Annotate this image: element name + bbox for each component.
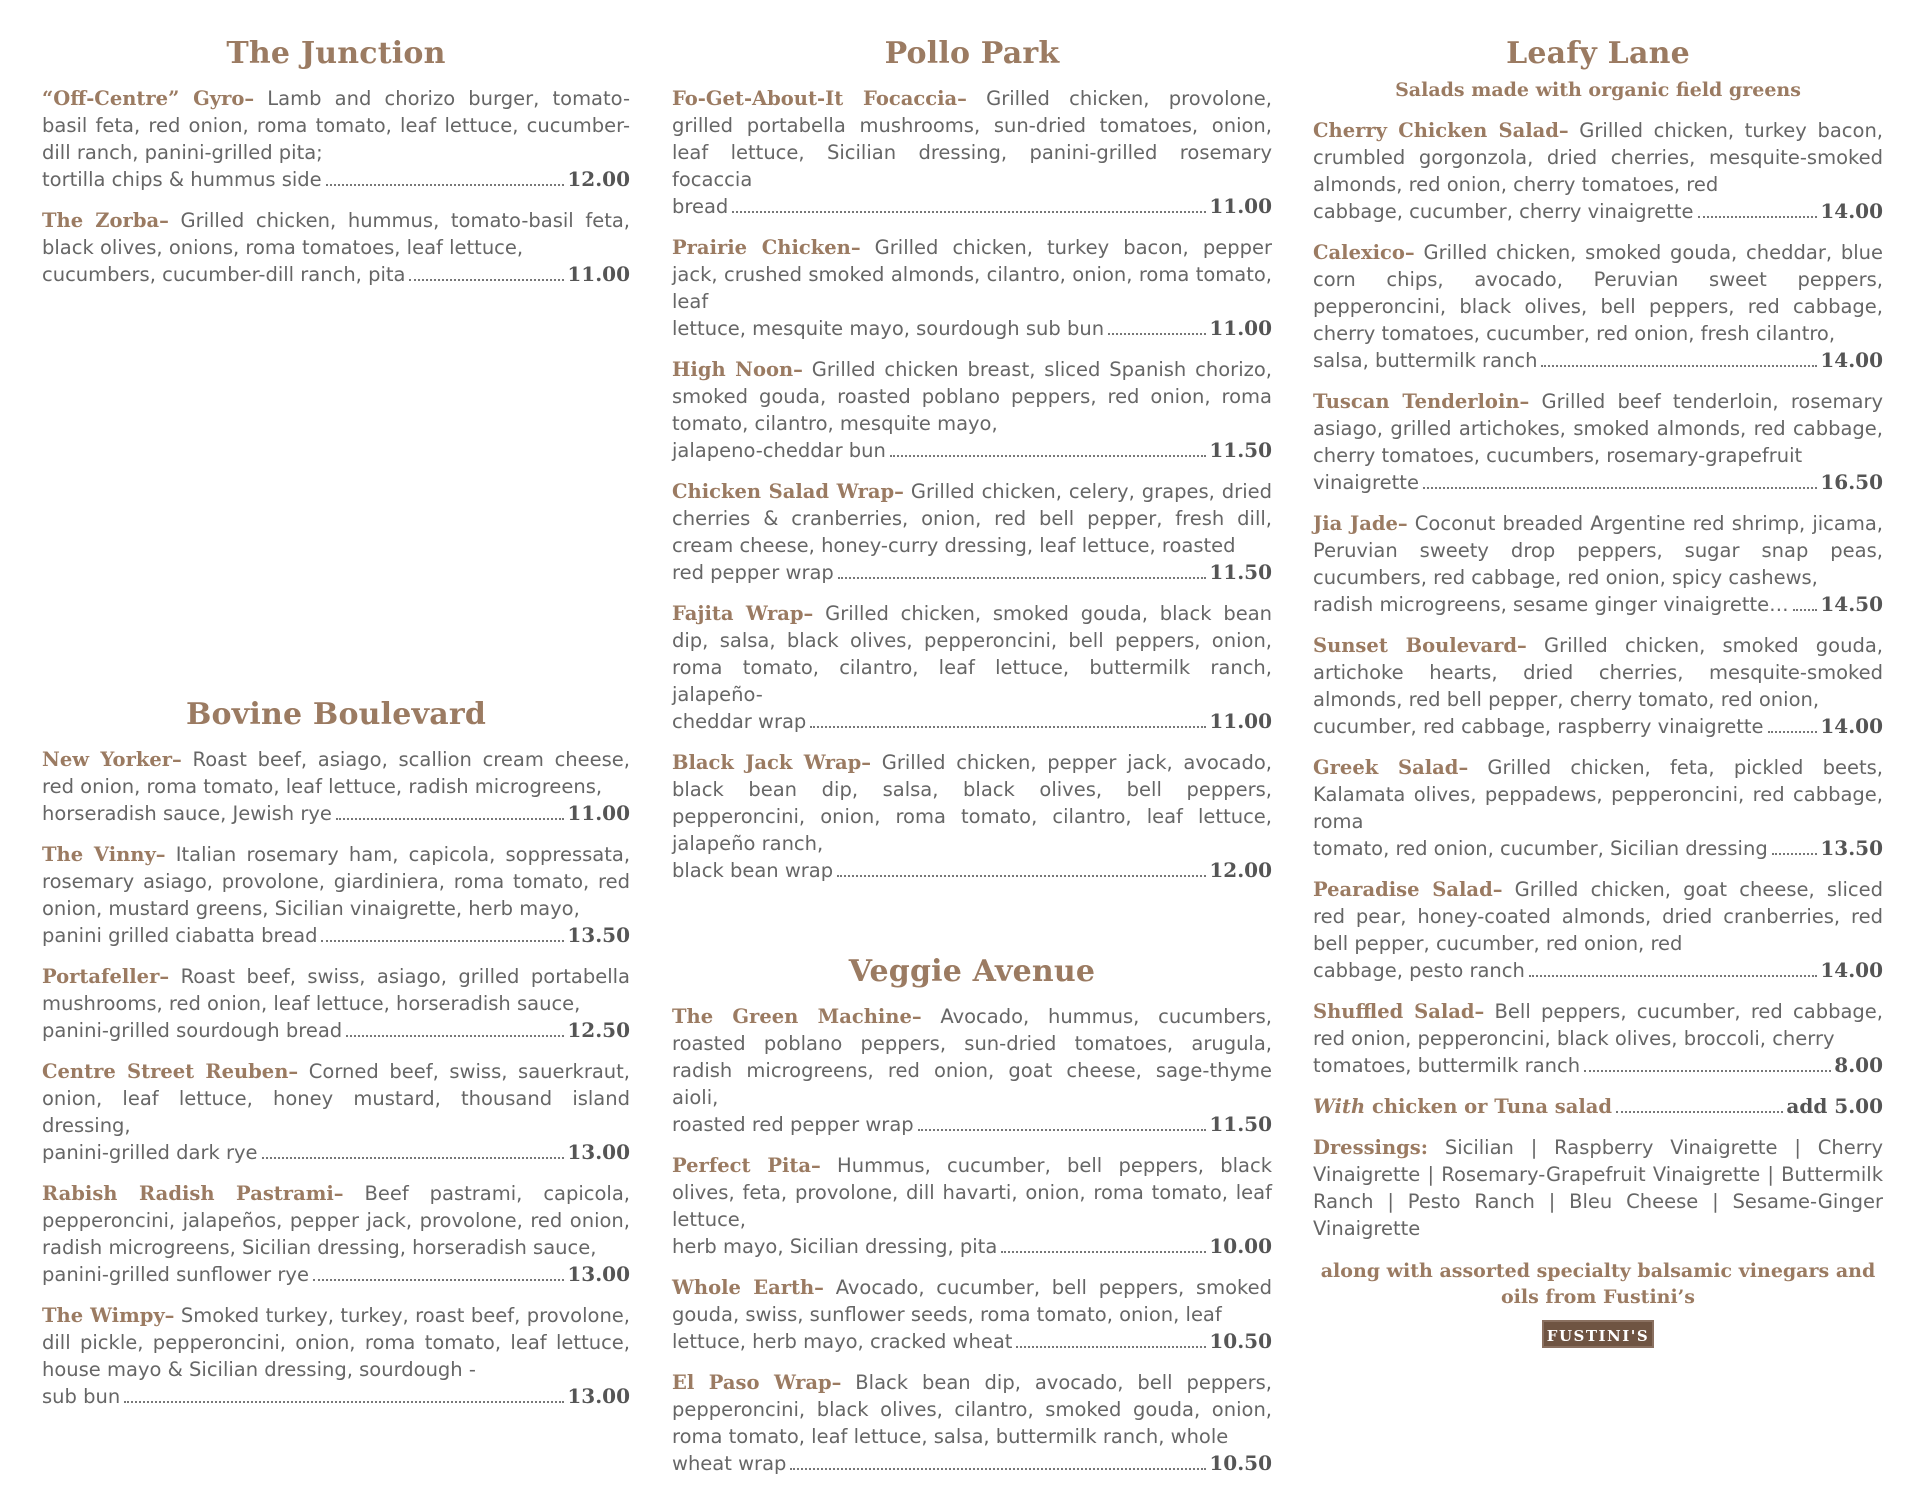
item-ingredients: Corned beef, swiss, sauerkraut, onion, leaf lettuce, honey mustard, thousand island dressing,	[42, 1060, 631, 1137]
menu-items	[672, 85, 1272, 884]
dot-leader	[326, 184, 565, 186]
item-ingredients: Roast beef, swiss, asiago, grilled portabella mushrooms, red onion, leaf lettuce, horseradish sauce,	[42, 965, 630, 1015]
price-line	[1313, 957, 1883, 984]
item-description	[672, 749, 1272, 857]
menu-item	[42, 207, 630, 288]
item-description	[42, 746, 630, 800]
item-description	[42, 85, 630, 166]
item-name: Fo-Get-About-It Focaccia–	[672, 87, 967, 110]
item-ingredients-end: horseradish sauce, Jewish rye	[42, 802, 332, 825]
item-name: The Vinny–	[42, 843, 166, 866]
item-ingredients-end: panini-grilled sunflower rye	[42, 1263, 309, 1286]
item-name: Tuscan Tenderloin–	[1313, 390, 1530, 413]
price-line	[672, 559, 1272, 586]
item-ingredients-end: panini-grilled sourdough bread	[42, 1019, 343, 1042]
item-ingredients-end: cabbage, cucumber, cherry vinaigrette	[1313, 200, 1694, 223]
dot-leader	[1529, 975, 1817, 977]
price-line	[42, 922, 630, 949]
item-ingredients-end: red pepper wrap	[672, 561, 834, 584]
item-price: 14.50	[1820, 592, 1883, 616]
item-ingredients: Beef pastrami, capicola, pepperoncini, jalapeños, pepper jack, provolone, red onion, radish microgreens, Sicilian dressing, horseradish sauce,	[42, 1182, 630, 1259]
item-name: Rabish Radish Pastrami–	[42, 1182, 344, 1205]
item-name: El Paso Wrap–	[672, 1371, 842, 1394]
item-description	[42, 963, 630, 1017]
menu-item	[672, 356, 1272, 464]
item-name: Perfect Pita–	[672, 1154, 821, 1177]
dot-leader	[1768, 731, 1818, 733]
section-title: Bovine Boulevard	[185, 697, 487, 732]
dot-leader	[124, 1401, 564, 1403]
item-description	[1313, 754, 1883, 835]
item-price: 11.50	[1209, 560, 1272, 584]
item-ingredients-end: wheat wrap	[672, 1452, 787, 1475]
section-veggie-avenue	[672, 954, 1272, 1491]
item-ingredients: Grilled chicken, pepper jack, avocado, black bean dip, salsa, black olives, bell peppers, pepperoncini, onion, roma tomato, cilantro, leaf lettuce, jalapeño ranch,	[672, 751, 1272, 855]
section-title: Veggie Avenue	[848, 954, 1096, 989]
item-ingredients: Grilled chicken, smoked gouda, cheddar, blue corn chips, avocado, Peruvian sweet peppers, pepperoncini, black olives, bell peppers, red cabbage, cherry tomatoes, cucumber, red onion, fresh cilantro,	[1313, 241, 1883, 345]
item-name: The Wimpy–	[42, 1304, 175, 1327]
item-ingredients: Grilled chicken, smoked gouda, black bean dip, salsa, black olives, pepperoncini, bell peppers, onion, roma tomato, cilantro, leaf lettuce, buttermilk ranch, jalapeño-	[672, 602, 1273, 706]
item-ingredients: Lamb and chorizo burger, tomato-basil feta, red onion, roma tomato, leaf lettuce, cucumber-dill ranch, panini-grilled pita;	[42, 87, 630, 164]
item-price: 14.00	[1820, 714, 1883, 738]
item-ingredients: Smoked turkey, turkey, roast beef, provolone, dill pickle, pepperoncini, onion, roma tomato, leaf lettuce, house mayo & Sicilian dressing, sourdough -	[42, 1304, 630, 1381]
menu-item	[1313, 876, 1883, 984]
item-description	[672, 1003, 1272, 1111]
menu-item	[1313, 510, 1883, 618]
price-line	[42, 1383, 630, 1410]
item-ingredients-end: lettuce, herb mayo, cracked wheat	[672, 1330, 1013, 1353]
dot-leader	[346, 1035, 564, 1037]
item-description	[42, 841, 630, 922]
item-description	[1313, 388, 1883, 469]
item-description	[1313, 117, 1883, 198]
price-line	[672, 437, 1272, 464]
price-line	[1313, 198, 1883, 225]
menu-item	[1313, 388, 1883, 496]
menu-item	[42, 841, 630, 949]
item-ingredients: Black bean dip, avocado, bell peppers, pepperoncini, black olives, cilantro, smoked gouda, onion, roma tomato, leaf lettuce, salsa, buttermilk ranch, whole	[672, 1371, 1272, 1448]
item-ingredients-end: salsa, buttermilk ranch	[1313, 349, 1538, 372]
item-description	[672, 1369, 1272, 1450]
item-price: 14.00	[1820, 199, 1883, 223]
price-line	[1313, 1052, 1883, 1079]
menu-items	[42, 746, 630, 1410]
item-name: The Green Machine–	[672, 1005, 922, 1028]
dot-leader	[1001, 1251, 1206, 1253]
menu-items	[42, 85, 630, 288]
item-name: Greek Salad–	[1313, 756, 1469, 779]
item-ingredients-end: bread	[672, 195, 729, 218]
item-price: 10.00	[1209, 1234, 1272, 1258]
item-description	[672, 1152, 1272, 1233]
item-ingredients-end: tomato, red onion, cucumber, Sicilian dressing	[1313, 837, 1768, 860]
price-line	[672, 1111, 1272, 1138]
dot-leader	[918, 1129, 1207, 1131]
item-price: 13.50	[1820, 836, 1883, 860]
item-description	[672, 600, 1272, 708]
item-name: Calexico–	[1313, 241, 1415, 264]
section-the-junction	[42, 36, 630, 302]
dot-leader	[1016, 1346, 1206, 1348]
item-price: 14.00	[1820, 348, 1883, 372]
item-ingredients-end: tortilla chips & hummus side	[42, 168, 322, 191]
item-description	[42, 1180, 630, 1261]
item-name: Fajita Wrap–	[672, 602, 814, 625]
menu-item	[672, 1274, 1272, 1355]
price-line	[42, 1261, 630, 1288]
item-ingredients: Coconut breaded Argentine red shrimp, jicama, Peruvian sweety drop peppers, sugar snap peas, cucumbers, red cabbage, red onion, spicy cashews,	[1313, 512, 1883, 589]
item-ingredients-end: cucumbers, cucumber-dill ranch, pita	[42, 263, 406, 286]
item-ingredients: Grilled chicken, celery, grapes, dried cherries & cranberries, onion, red bell pepper, fresh dill, cream cheese, honey-curry dressing, leaf lettuce, roasted	[672, 480, 1272, 557]
item-ingredients: Grilled chicken, hummus, tomato-basil feta, black olives, onions, roma tomatoes, leaf lettuce,	[42, 209, 630, 259]
item-ingredients: Bell peppers, cucumber, red cabbage, red onion, pepperoncini, black olives, broccoli, cherry	[1313, 1000, 1883, 1050]
item-name: Portafeller–	[42, 965, 170, 988]
dot-leader	[1584, 1070, 1831, 1072]
menu-item	[672, 600, 1272, 735]
price-line	[42, 1139, 630, 1166]
item-price: 11.50	[1209, 438, 1272, 462]
item-name: New Yorker–	[42, 748, 182, 771]
item-name: The Zorba–	[42, 209, 169, 232]
menu-item	[42, 1058, 630, 1166]
price-line	[672, 1328, 1272, 1355]
item-ingredients: Avocado, hummus, cucumbers, roasted poblano peppers, sun-dried tomatoes, arugula, radish microgreens, red onion, goat cheese, sage-thyme aioli,	[672, 1005, 1273, 1109]
item-ingredients: Grilled chicken breast, sliced Spanish chorizo, smoked gouda, roasted poblano peppers, red onion, roma tomato, cilantro, mesquite mayo,	[672, 358, 1272, 435]
dot-leader	[321, 940, 564, 942]
item-price: 12.50	[567, 1018, 630, 1042]
item-ingredients: Hummus, cucumber, bell peppers, black olives, feta, provolone, dill havarti, onion, roma tomato, leaf lettuce,	[672, 1154, 1272, 1231]
menu-item	[42, 746, 630, 827]
addon-prefix: With	[1313, 1095, 1366, 1118]
item-name: Black Jack Wrap–	[672, 751, 872, 774]
item-price: 11.00	[567, 801, 630, 825]
item-name: “Off-Centre” Gyro–	[42, 87, 255, 110]
item-price: 12.00	[567, 167, 630, 191]
dot-leader	[1772, 853, 1818, 855]
item-description	[42, 207, 630, 261]
item-price: 13.00	[567, 1384, 630, 1408]
addon-price: add 5.00	[1786, 1094, 1883, 1118]
item-description	[1313, 632, 1883, 713]
menu-item	[672, 85, 1272, 220]
price-line	[1313, 591, 1883, 618]
section-title: Pollo Park	[884, 36, 1060, 71]
menu-item	[1313, 998, 1883, 1079]
item-name: Prairie Chicken–	[672, 236, 861, 259]
menu-item	[672, 478, 1272, 586]
item-price: 11.00	[567, 262, 630, 286]
menu-item	[672, 1152, 1272, 1260]
item-ingredients: Grilled chicken, turkey bacon, pepper jack, crushed smoked almonds, cilantro, onion, roma tomato, leaf	[672, 236, 1272, 313]
item-ingredients-end: roasted red pepper wrap	[672, 1113, 914, 1136]
item-description	[672, 356, 1272, 437]
price-line	[42, 261, 630, 288]
item-price: 14.00	[1820, 958, 1883, 982]
item-ingredients: Roast beef, asiago, scallion cream cheese, red onion, roma tomato, leaf lettuce, radish microgreens,	[42, 748, 630, 798]
price-line	[672, 315, 1272, 342]
price-line	[42, 800, 630, 827]
price-line	[42, 1017, 630, 1044]
menu-item	[1313, 117, 1883, 225]
price-line	[672, 857, 1272, 884]
item-description	[1313, 876, 1883, 957]
menu-item	[42, 1302, 630, 1410]
menu-items	[1313, 117, 1883, 1079]
item-name: Centre Street Reuben–	[42, 1060, 299, 1083]
item-name: High Noon–	[672, 358, 803, 381]
item-price: 13.00	[567, 1262, 630, 1286]
dot-leader	[732, 211, 1206, 213]
section-bovine-boulevard	[42, 697, 630, 1424]
menu-item	[672, 234, 1272, 342]
dot-leader	[1616, 1111, 1783, 1113]
item-ingredients: Avocado, cucumber, bell peppers, smoked gouda, swiss, sunflower seeds, roma tomato, onion, leaf	[672, 1276, 1272, 1326]
item-price: 13.50	[567, 923, 630, 947]
item-ingredients-end: tomatoes, buttermilk ranch	[1313, 1054, 1581, 1077]
dot-leader	[313, 1279, 564, 1281]
item-description	[672, 85, 1272, 193]
menu-item	[672, 1369, 1272, 1477]
item-name: Sunset Boulevard–	[1313, 634, 1527, 657]
dot-leader	[1108, 333, 1206, 335]
price-line	[672, 1450, 1272, 1477]
item-ingredients: Grilled chicken, goat cheese, sliced red pear, honey-coated almonds, dried cranberries, red bell pepper, cucumber, red onion, red	[1313, 878, 1883, 955]
item-price: 12.00	[1209, 858, 1272, 882]
closing-note: along with assorted specialty balsamic vinegars and oils from Fustini’s	[1320, 1260, 1876, 1308]
price-line	[1313, 347, 1883, 374]
dot-leader	[409, 279, 564, 281]
item-price: 13.00	[567, 1140, 630, 1164]
item-name: Pearadise Salad–	[1313, 878, 1503, 901]
item-price: 11.00	[1209, 194, 1272, 218]
item-name: Chicken Salad Wrap–	[672, 480, 904, 503]
section-pollo-park	[672, 36, 1272, 898]
add-protein-line	[1313, 1093, 1883, 1120]
price-line	[1313, 835, 1883, 862]
menu-item	[42, 963, 630, 1044]
item-price: 16.50	[1820, 470, 1883, 494]
item-description	[42, 1302, 630, 1383]
item-price: 10.50	[1209, 1451, 1272, 1475]
dressings-text: Sicilian | Raspberry Vinaigrette | Cherry Vinaigrette | Rosemary-Grapefruit Vinaigrette | Buttermilk Ranch | Pesto Ranch | Bleu Cheese | Sesame-Ginger Vinaigrette	[1313, 1136, 1884, 1240]
item-ingredients-end: black bean wrap	[672, 859, 834, 882]
dot-leader	[837, 875, 1206, 877]
dot-leader	[1698, 216, 1818, 218]
item-ingredients-end: cabbage, pesto ranch	[1313, 959, 1525, 982]
item-price: 8.00	[1834, 1053, 1883, 1077]
item-name: Cherry Chicken Salad–	[1313, 119, 1569, 142]
item-description	[1313, 239, 1883, 347]
addon-label: chicken or Tuna salad	[1371, 1095, 1613, 1118]
item-ingredients: Grilled chicken, feta, pickled beets, Kalamata olives, peppadews, pepperoncini, red cabbage, roma	[1313, 756, 1884, 833]
item-description	[1313, 510, 1883, 591]
dot-leader	[838, 577, 1207, 579]
dot-leader	[336, 818, 564, 820]
item-ingredients: Italian rosemary ham, capicola, soppressata, rosemary asiago, provolone, giardiniera, roma tomato, red onion, mustard greens, Sicilian vinaigrette, herb mayo,	[42, 843, 631, 920]
dressings-list	[1313, 1134, 1883, 1242]
item-price: 11.00	[1209, 709, 1272, 733]
dot-leader	[890, 455, 1206, 457]
menu-item	[1313, 632, 1883, 740]
item-name: Whole Earth–	[672, 1276, 824, 1299]
dot-leader	[1541, 365, 1817, 367]
menu-item	[1313, 754, 1883, 862]
fustinis-logo: FUSTINI'S	[1542, 1320, 1654, 1348]
item-ingredients-end: sub bun	[42, 1385, 121, 1408]
price-line	[672, 193, 1272, 220]
item-price: 11.50	[1209, 1112, 1272, 1136]
price-line	[672, 708, 1272, 735]
item-ingredients-end: vinaigrette	[1313, 471, 1419, 494]
item-ingredients-end: lettuce, mesquite mayo, sourdough sub bun	[672, 317, 1105, 340]
item-ingredients-end: panini grilled ciabatta bread	[42, 924, 318, 947]
menu-item	[672, 1003, 1272, 1138]
section-title: Leafy Lane	[1506, 36, 1690, 71]
item-ingredients-end: herb mayo, Sicilian dressing, pita	[672, 1235, 998, 1258]
dressings-label: Dressings:	[1313, 1136, 1428, 1159]
item-ingredients-end: radish microgreens, sesame ginger vinaigrette…	[1313, 593, 1789, 616]
item-description	[1313, 998, 1883, 1052]
dot-leader	[1793, 609, 1818, 611]
item-price: 10.50	[1209, 1329, 1272, 1353]
price-line	[1313, 713, 1883, 740]
section-leafy-lane	[1313, 36, 1883, 1348]
item-description	[42, 1058, 630, 1139]
dot-leader	[810, 726, 1206, 728]
price-line	[1313, 469, 1883, 496]
item-ingredients-end: panini-grilled dark rye	[42, 1141, 258, 1164]
section-subtitle: Salads made with organic field greens	[1395, 79, 1801, 101]
section-title: The Junction	[226, 36, 446, 71]
item-description	[672, 234, 1272, 315]
item-description	[672, 478, 1272, 559]
menu-item	[42, 1180, 630, 1288]
dot-leader	[790, 1468, 1206, 1470]
item-ingredients-end: cheddar wrap	[672, 710, 807, 733]
item-ingredients: Grilled chicken, provolone, grilled portabella mushrooms, sun-dried tomatoes, onion, leaf lettuce, Sicilian dressing, panini-grilled rosemary focaccia	[672, 87, 1272, 191]
item-ingredients: Grilled beef tenderloin, rosemary asiago, grilled artichokes, smoked almonds, red cabbage, cherry tomatoes, cucumbers, rosemary-grapefruit	[1313, 390, 1884, 467]
item-ingredients-end: cucumber, red cabbage, raspberry vinaigrette	[1313, 715, 1764, 738]
menu-item	[1313, 239, 1883, 374]
item-name: Jia Jade–	[1313, 512, 1408, 535]
menu-items	[672, 1003, 1272, 1477]
price-line	[672, 1233, 1272, 1260]
dot-leader	[262, 1157, 565, 1159]
item-price: 11.00	[1209, 316, 1272, 340]
item-ingredients-end: jalapeno-cheddar bun	[672, 439, 886, 462]
price-line	[42, 166, 630, 193]
dot-leader	[1423, 487, 1817, 489]
item-ingredients: Grilled chicken, turkey bacon, crumbled gorgonzola, dried cherries, mesquite-smoked almonds, red onion, cherry tomatoes, red	[1313, 119, 1884, 196]
item-description	[672, 1274, 1272, 1328]
item-name: Shuffled Salad–	[1313, 1000, 1485, 1023]
menu-item	[42, 85, 630, 193]
menu-item	[672, 749, 1272, 884]
item-ingredients: Grilled chicken, smoked gouda, artichoke hearts, dried cherries, mesquite-smoked almonds, red bell pepper, cherry tomato, red onion,	[1313, 634, 1883, 711]
